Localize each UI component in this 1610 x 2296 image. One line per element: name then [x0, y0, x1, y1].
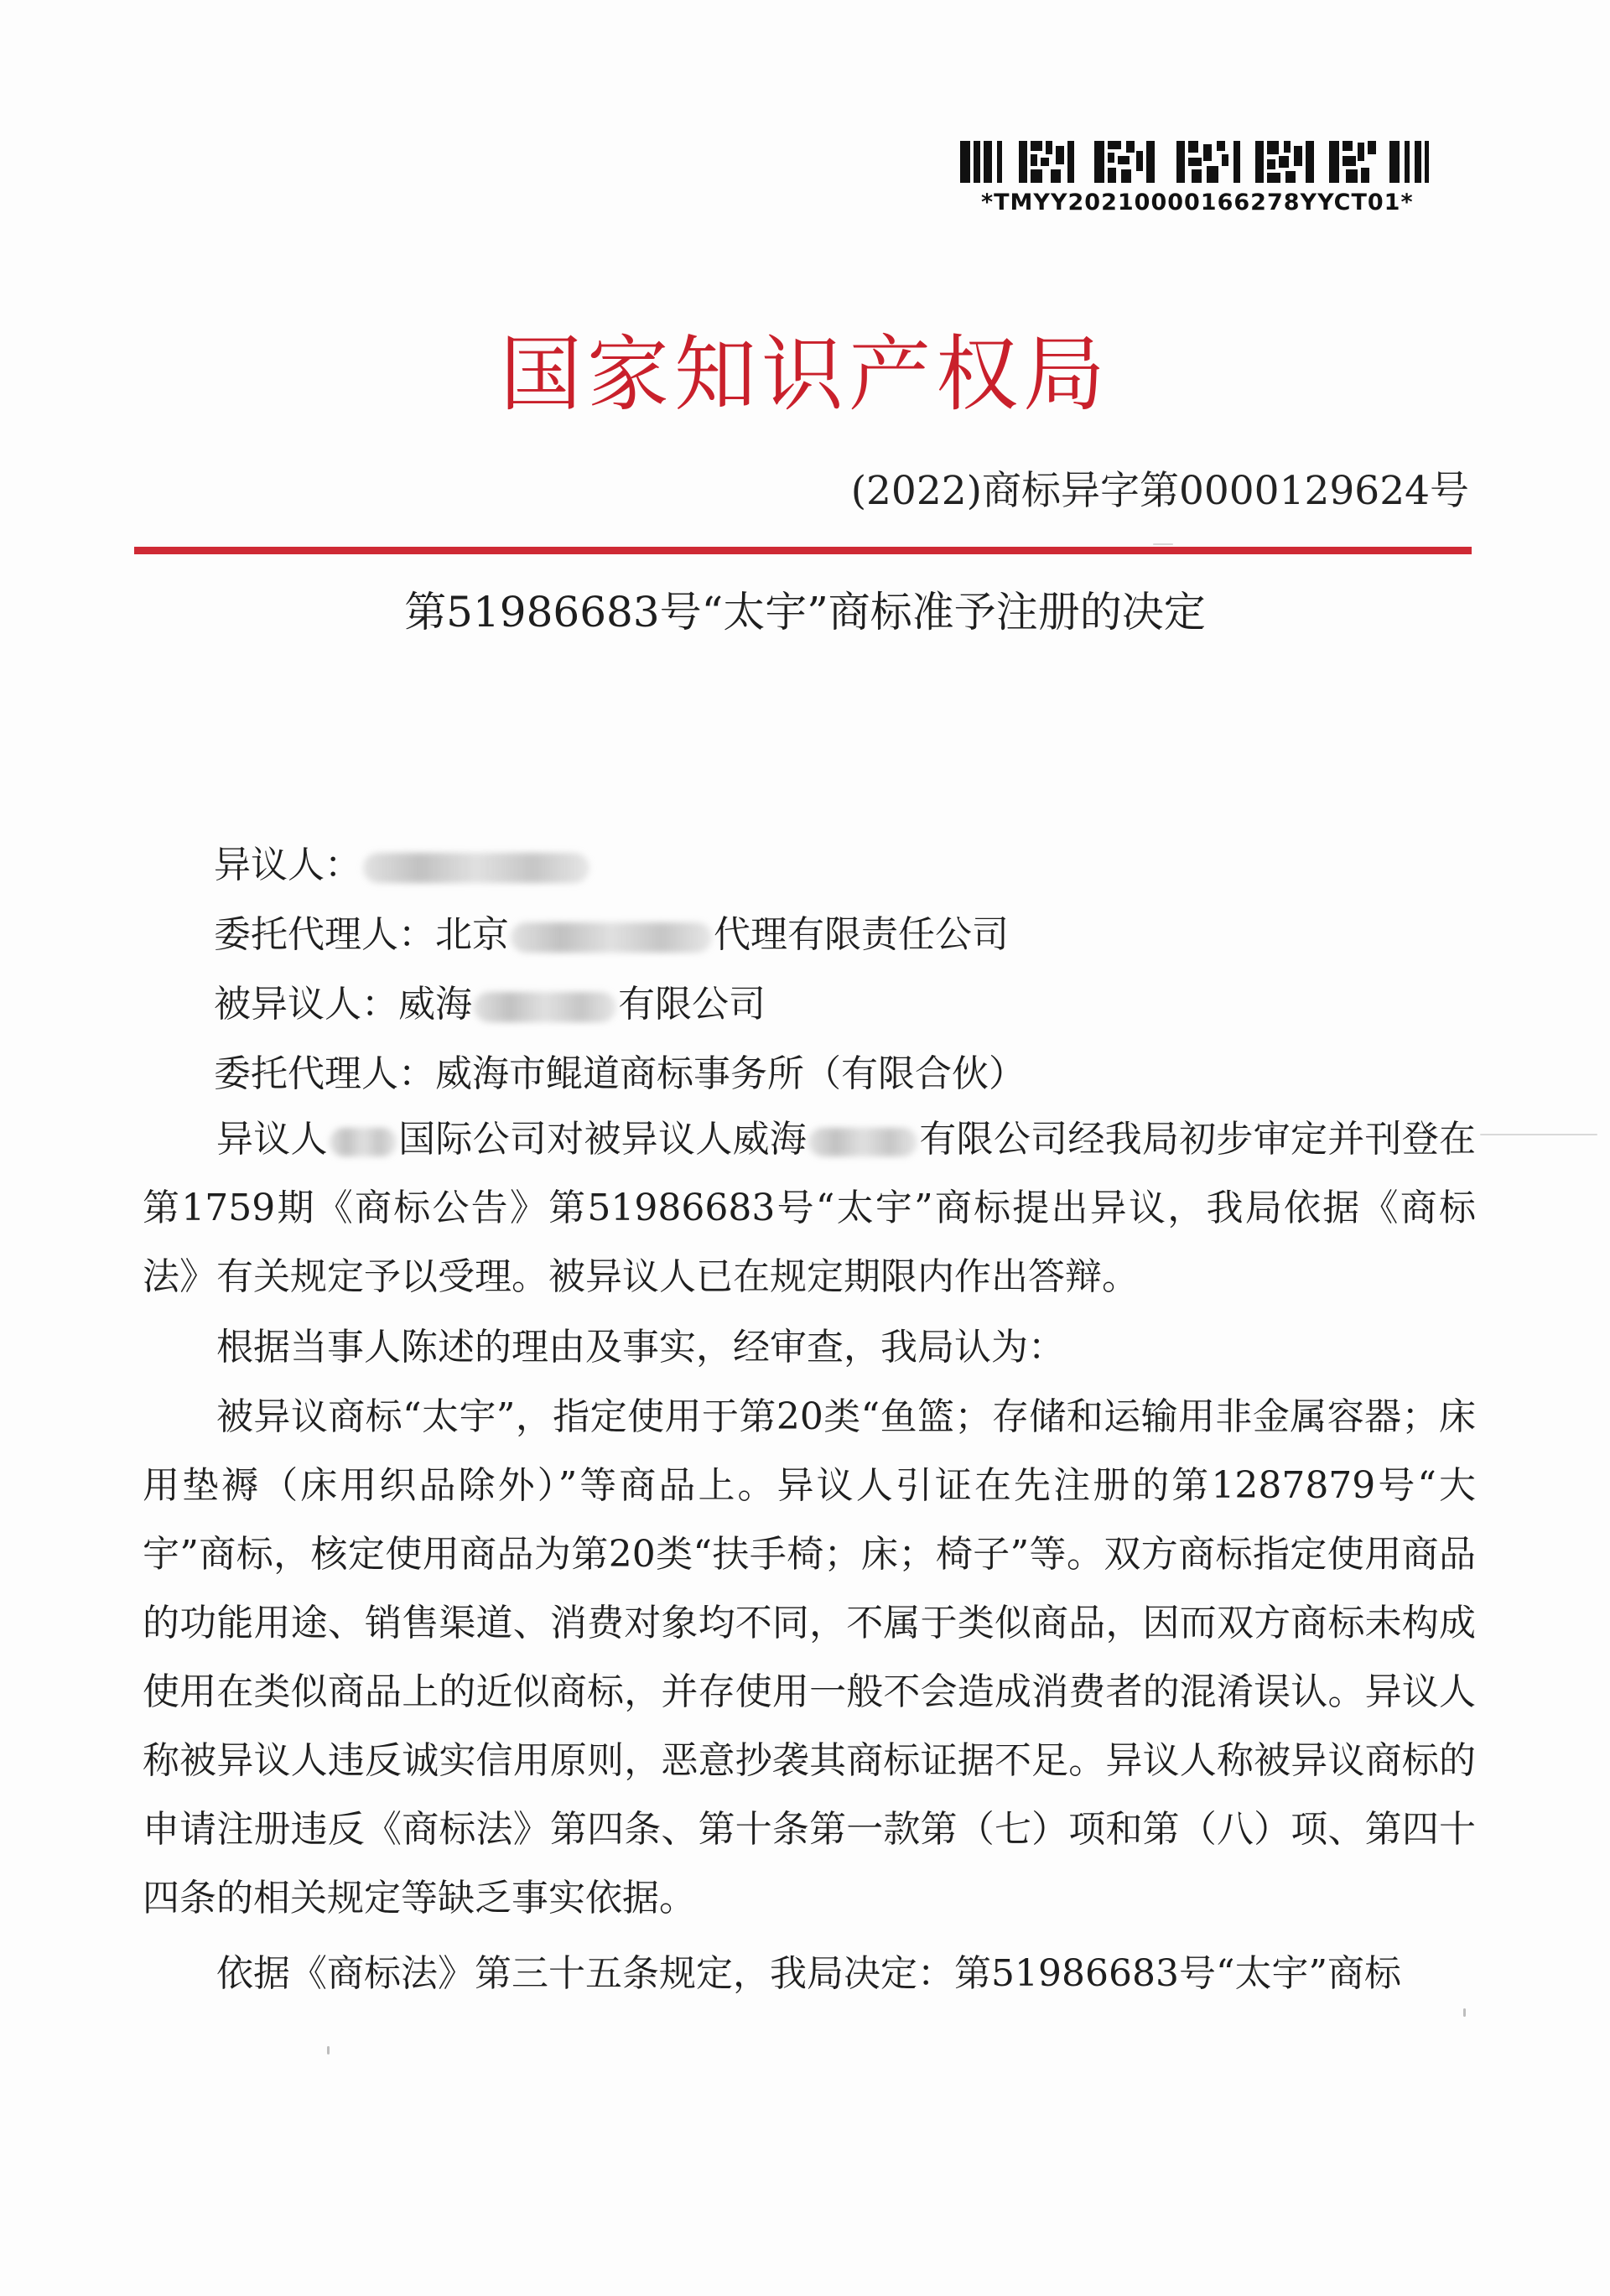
opponent-agent-label: 委托代理人： — [214, 913, 435, 956]
redacted-agent-name — [511, 922, 712, 953]
barcode-icon — [960, 134, 1430, 186]
redacted-opponent-short — [330, 1128, 397, 1156]
barcode-block — [956, 134, 1442, 218]
opponent-label: 异议人： — [214, 844, 361, 886]
document-number: (2022)商标异字第0000129624号 — [850, 468, 1469, 514]
redacted-opponent-name — [363, 853, 589, 883]
red-divider — [134, 547, 1472, 554]
respondent-agent-label: 委托代理人： — [214, 1052, 435, 1095]
opponent-agent-prefix: 北京 — [435, 913, 509, 956]
scan-speck — [1153, 543, 1173, 545]
respondent-label: 被异议人： — [214, 983, 398, 1026]
scan-speck — [327, 2046, 330, 2054]
opponent-agent-suffix: 代理有限责任公司 — [714, 913, 1009, 956]
agency-title: 国家知识产权局 — [499, 327, 1110, 423]
p1-part-b: 国际公司对被异议人威海 — [397, 1118, 808, 1161]
redacted-respondent-name — [474, 992, 616, 1022]
scan-fold-line — [1480, 1134, 1597, 1135]
respondent-agent-name: 威海市鲲道商标事务所（有限合伙） — [435, 1052, 1026, 1095]
scan-speck — [1463, 2008, 1466, 2017]
respondent-prefix: 威海 — [398, 983, 472, 1026]
p1-part-a: 异议人 — [216, 1118, 328, 1161]
paragraph-review-findings: 被异议商标“太宇”，指定使用于第20类“鱼篮；存储和运输用非金属容器；床用垫褥（床用织品除外）”等商品上。异议人引证在先注册的第1287879号“大宇”商标，核定使用商品为第20类“扶手椅；床；椅子”等。双方商标指定使用商品的功能用途、销售渠道、消费对象均不同，不属于类似商品，因而双方商标未构成使用在类似商品上的近似商标，并存使用一般不会造成消费者的混淆误认。异议人称被异议人违反诚实信用原则，恶意抄袭其商标证据不足。异议人称被异议商标的申请注册违反《商标法》第四条、第十条第一款第（七）项和第（八）项、第四十四条的相关规定等缺乏事实依据。 — [143, 1395, 1476, 1919]
paragraph-decision: 依据《商标法》第三十五条规定，我局决定：第51986683号“太宇”商标 — [216, 1952, 1401, 1995]
paragraph-review-intro: 根据当事人陈述的理由及事实，经审查，我局认为： — [216, 1326, 1065, 1369]
decision-title: 第51986683号“太宇”商标准予注册的决定 — [404, 588, 1206, 636]
opponent-agent-line — [214, 904, 1009, 958]
barcode-code: *TMYY20210000166278YYCT01* — [981, 190, 1414, 216]
redacted-respondent-short — [808, 1128, 917, 1156]
respondent-suffix: 有限公司 — [618, 983, 766, 1026]
respondent-agent-line — [214, 1043, 1026, 1097]
respondent-line — [214, 974, 766, 1027]
paragraph-opposition-filing — [143, 1105, 1476, 1312]
opponent-line — [214, 834, 591, 888]
p1-part-c: 有限公司经我局初步审定并刊登在第1759期《商标公告》第51986683号“太宇”商标提出异议，我局依据《商标法》有关规定予以受理。被异议人已在规定期限内作出答辩。 — [143, 1118, 1477, 1298]
